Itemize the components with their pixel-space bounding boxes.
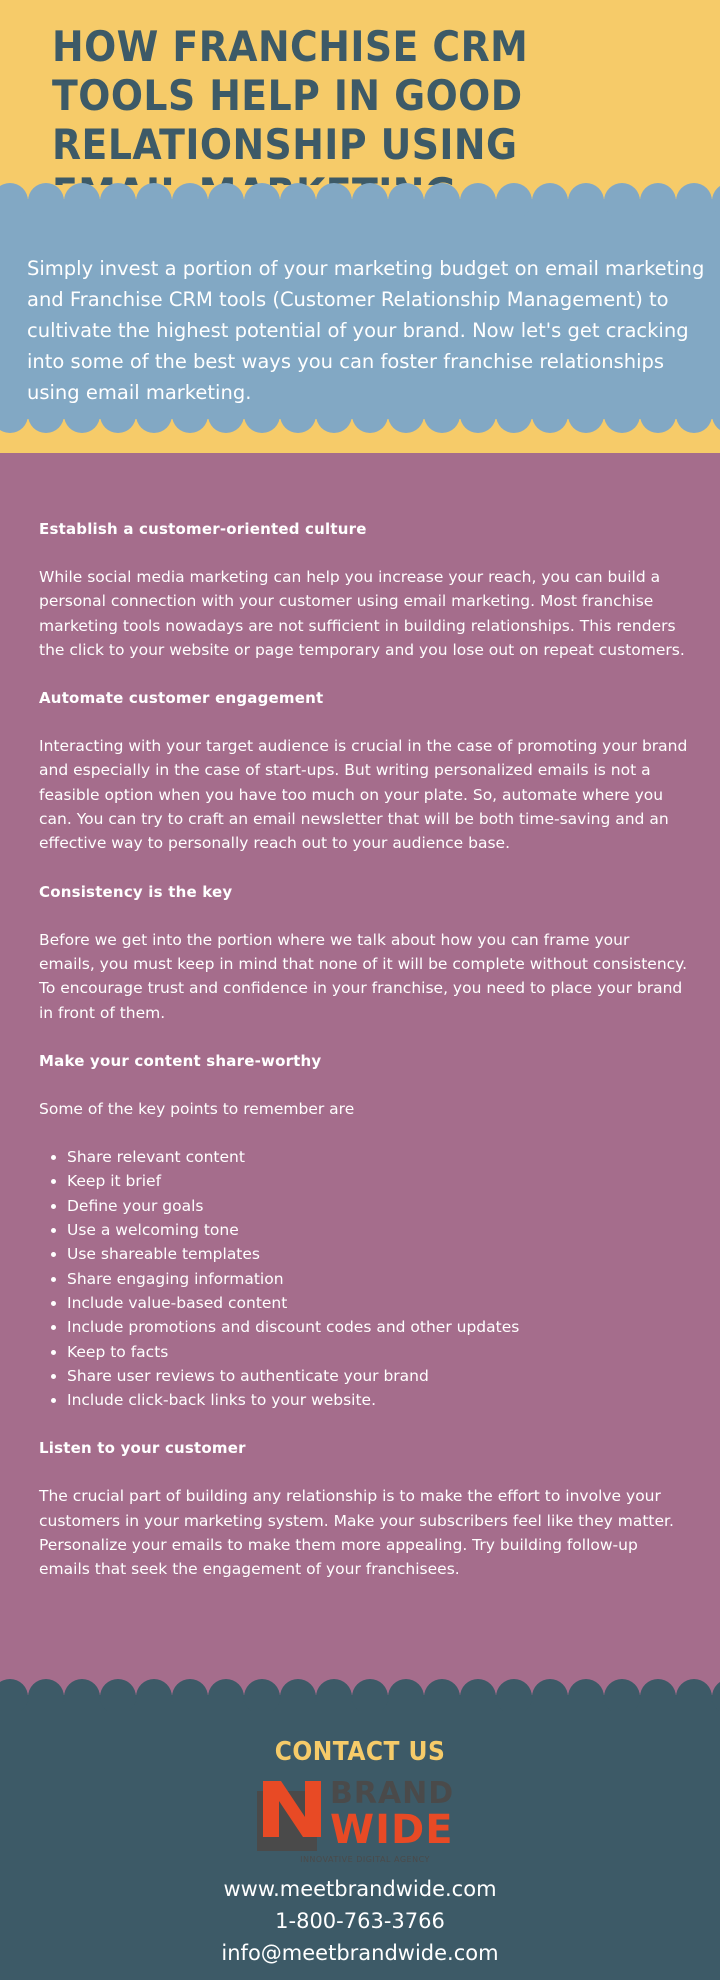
scallop-top-decoration [0, 183, 720, 217]
article-body [39, 517, 689, 1606]
header [0, 0, 720, 185]
intro-text: Simply invest a portion of your marketing budget on email marketing and Franchise CRM tools (Customer Relationship Management) to cultivate the highest potential of your brand. Now let's get cracking into some of the best ways you can foster franchise relationships using email marketing. [27, 257, 705, 404]
list-item: • Include value-based content [67, 1291, 689, 1315]
list-item: • Include promotions and discount codes and other updates [67, 1315, 689, 1339]
list-item: • Share engaging information [67, 1267, 689, 1291]
section-body-consistency: Before we get into the portion where we talk about how you can frame your emails, you must keep in mind that none of it will be complete without consistency. To encourage trust and confidence in your franchise, you need to place your brand in front of them. [39, 930, 688, 1022]
logo-wide-text: WIDE [330, 1807, 454, 1853]
list-item: • Share relevant content [67, 1145, 689, 1169]
list-item: • Use a welcoming tone [67, 1218, 689, 1242]
logo-mark-icon [255, 1777, 327, 1855]
section-body-automate: Interacting with your target audience is crucial in the case of promoting your brand and especially in the case of start-ups. But writing personalized emails is not a feasible option when you have too much on your plate. So, automate where you can. You can try to craft an email newsletter that will be both time-saving and an effective way to personally reach out to your audience base. [39, 737, 688, 853]
list-item: • Include click-back links to your website. [67, 1388, 689, 1412]
email-link[interactable]: info@meetbrandwide.com [221, 1941, 499, 1965]
list-item: • Use shareable templates [67, 1242, 689, 1266]
footer [0, 1695, 720, 1980]
list-item: • Keep it brief [67, 1169, 689, 1193]
page-title: HOW FRANCHISE CRM TOOLS HELP IN GOOD RELATIONSHIP USING [52, 22, 529, 169]
section-body-listen: The crucial part of building any relationship is to make the effort to involve your customers in your marketing system. Make your subscribers feel like they matter. Personalize your emails to make them more appealing. Try building follow-up emails that seek the engagement of your franchisees. [39, 1487, 674, 1579]
main-content [0, 453, 720, 1695]
section-body-share-worthy: Some of the key points to remember are [39, 1099, 355, 1118]
contact-us-heading: CONTACT US [274, 1737, 446, 1767]
logo-tagline: INNOVATIVE DIGITAL AGENCY [300, 1855, 430, 1864]
intro-panel [0, 199, 720, 419]
brandwide-logo [255, 1777, 475, 1869]
phone-number[interactable]: 1-800-763-3766 [275, 1909, 445, 1933]
scallop-footer-decoration [0, 1677, 720, 1711]
section-heading-share-worthy: Make your content share-worthy [39, 1051, 322, 1070]
section-body-culture: While social media marketing can help you increase your reach, you can build a personal connection with your customer using email marketing. Most franchise marketing tools nowadays are not sufficient in building relationships. This renders the click to your website or page temporary and you lose out on repeat customers. [39, 568, 685, 659]
section-heading-listen: Listen to your customer [39, 1439, 246, 1458]
intro-band [0, 185, 720, 453]
logo-brand-text: BRAND [330, 1776, 455, 1811]
list-item: • Define your goals [67, 1194, 689, 1218]
section-heading-consistency: Consistency is the key [39, 882, 233, 901]
list-item: • Share user reviews to authenticate your brand [67, 1364, 689, 1388]
website-link[interactable]: www.meetbrandwide.com [223, 1877, 497, 1901]
section-heading-automate: Automate customer engagement [39, 689, 324, 708]
section-heading-culture: Establish a customer-oriented culture [39, 520, 367, 538]
key-points-list [39, 1145, 689, 1412]
list-item: • Keep to facts [67, 1340, 689, 1364]
